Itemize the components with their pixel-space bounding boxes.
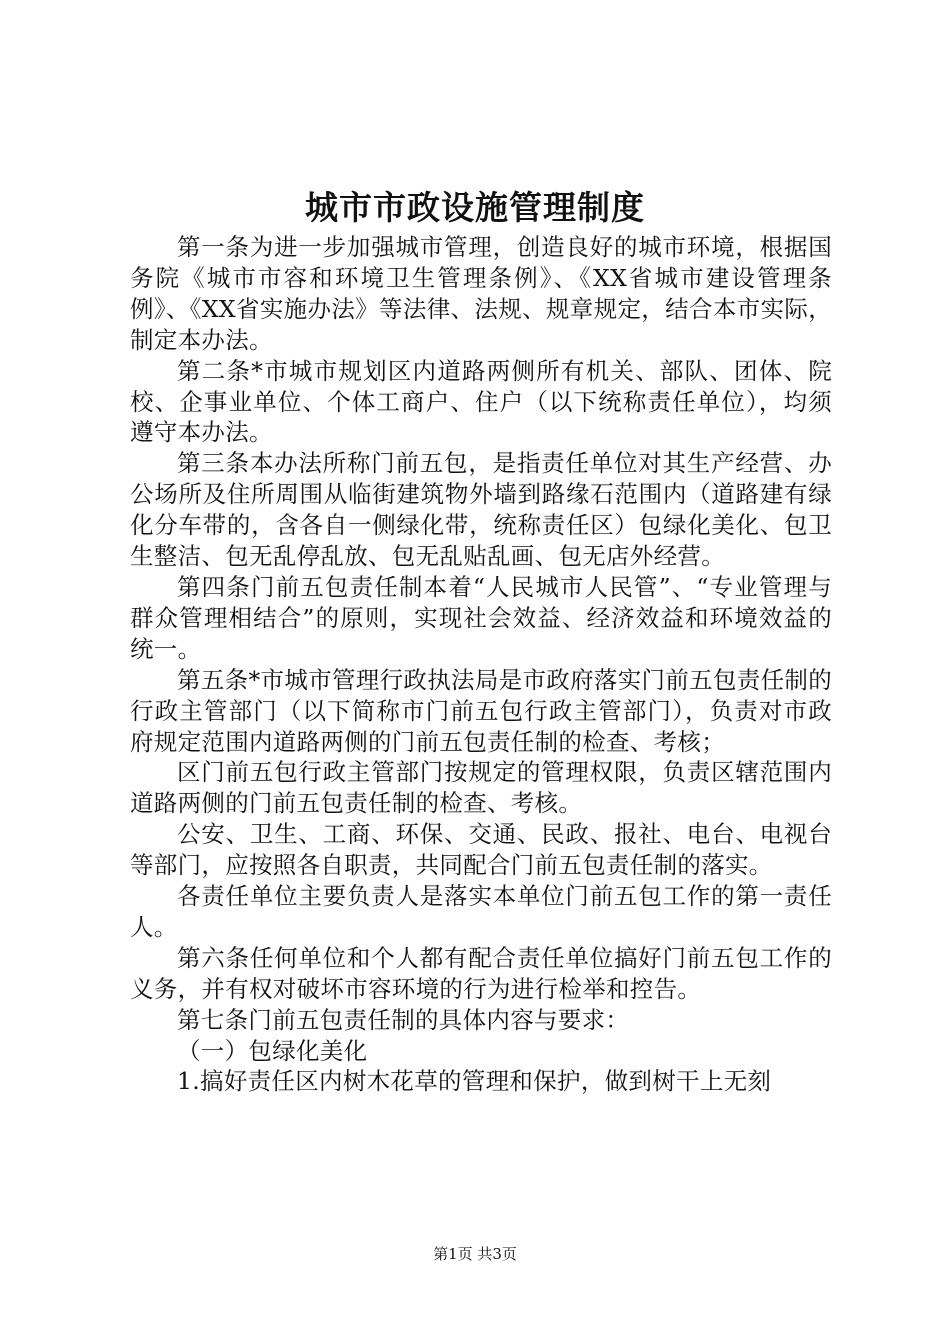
paragraph-article-1: 第一条为进一步加强城市管理，创造良好的城市环境，根据国务院《城市市容和环境卫生管理条例》、《XX省城市建设管理条例》、《XX省实施办法》等法律、法规、规章规定，结合本市实际，制定本办法。 (130, 233, 832, 354)
paragraph-cooperating-depts: 公安、卫生、工商、环保、交通、民政、报社、电台、电视台等部门，应按照各自职责，共同配合门前五包责任制的落实。 (130, 820, 832, 880)
page-footer (0, 1244, 950, 1264)
paragraph-article-5: 第五条*市城市管理行政执法局是市政府落实门前五包责任制的行政主管部门（以下简称市门前五包行政主管部门），负责对市政府规定范围内道路两侧的门前五包责任制的检查、考核； (130, 665, 832, 756)
document-title: 城市市政设施管理制度 (305, 188, 645, 227)
paragraph-responsible-person: 各责任单位主要负责人是落实本单位门前五包工作的第一责任人。 (130, 882, 832, 941)
paragraph-item-1: 1.搞好责任区内树木花草的管理和保护，做到树干上无刻 (177, 1067, 772, 1096)
paragraph-district-dept: 区门前五包行政主管部门按规定的管理权限，负责区辖范围内道路两侧的门前五包责任制的检查、考核。 (130, 758, 832, 818)
paragraph-article-7: 第七条门前五包责任制的具体内容与要求： (177, 1005, 630, 1034)
page-number-label: 第1页 共3页 (433, 1245, 517, 1263)
paragraph-article-4: 第四条门前五包责任制本着“人民城市人民管”、“专业管理与群众管理相结合”的原则，实现社会效益、经济效益和环境效益的统一。 (130, 572, 832, 663)
document-body (130, 232, 832, 1097)
paragraph-section-greening: （一）包绿化美化 (177, 1036, 368, 1065)
paragraph-article-3: 第三条本办法所称门前五包，是指责任单位对其生产经营、办公场所及住所周围从临街建筑物外墙到路缘石范围内（道路建有绿化分车带的，含各自一侧绿化带，统称责任区）包绿化美化、包卫生整洁、包无乱停乱放、包无乱贴乱画、包无店外经营。 (130, 449, 832, 571)
paragraph-article-2: 第二条*市城市规划区内道路两侧所有机关、部队、团体、院校、企事业单位、个体工商户、住户（以下统称责任单位），均须遵守本办法。 (130, 356, 832, 447)
paragraph-article-6: 第六条任何单位和个人都有配合责任单位搞好门前五包工作的义务，并有权对破坏市容环境的行为进行检举和控告。 (130, 943, 832, 1003)
